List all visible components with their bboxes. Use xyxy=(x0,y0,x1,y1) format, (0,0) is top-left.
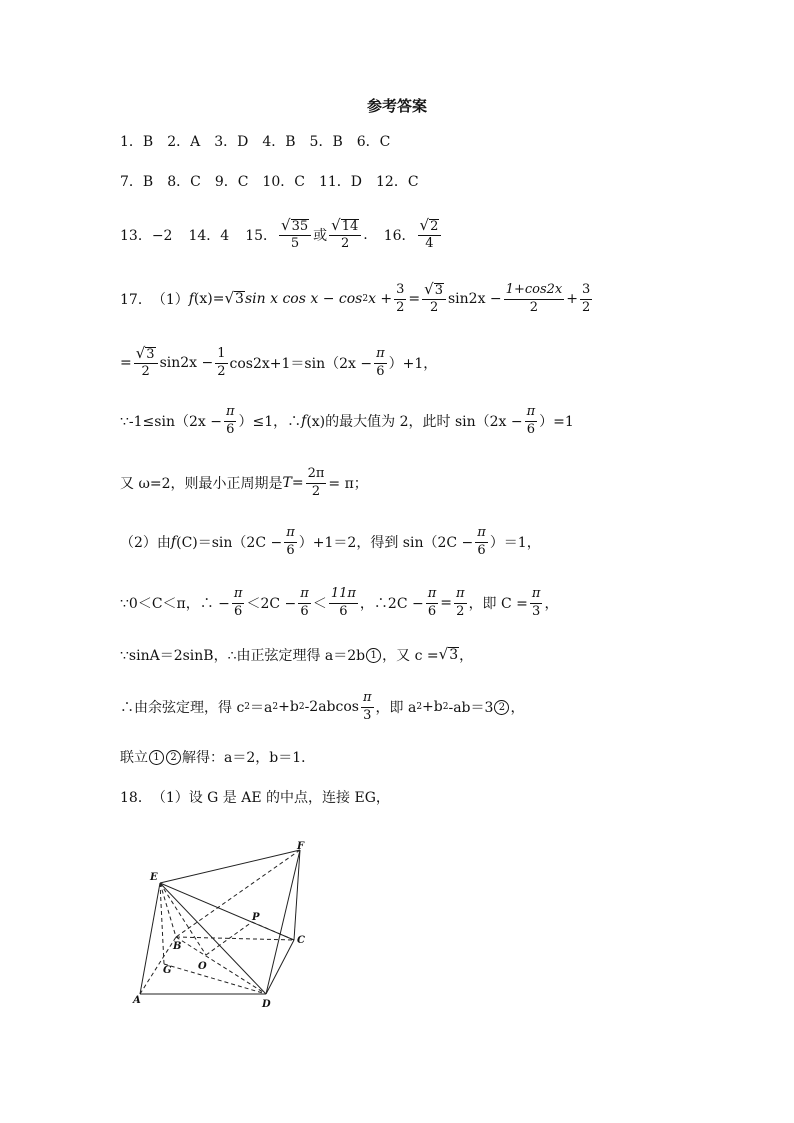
math-fragment: = xyxy=(212,291,225,307)
math-fragment: T xyxy=(282,475,292,491)
math-fragment: （2）由 xyxy=(120,535,171,551)
math-fragment: 2π xyxy=(306,466,327,483)
math-fragment: 2 xyxy=(456,603,465,619)
math-fragment: sin x cos x − cos xyxy=(244,291,363,307)
answer-15-or: 或 xyxy=(313,228,328,244)
math-fragment xyxy=(426,586,439,620)
math-fragment: 6 xyxy=(234,603,243,619)
math-fragment xyxy=(298,586,311,620)
answer-14: 14．4 xyxy=(188,228,230,244)
math-fragment: 2 xyxy=(362,294,369,304)
math-fragment: 又 ω=2，则最小正周期是 xyxy=(120,476,283,492)
math-fragment: ∵-1≤sin（2x − xyxy=(120,414,222,430)
math-fragment: π xyxy=(525,404,538,421)
math-fragment: ，即 a xyxy=(375,700,417,716)
q17-line-5 xyxy=(120,517,541,567)
math-fragment: 4 xyxy=(425,236,434,251)
answer-13: 13．−2 xyxy=(120,228,173,244)
math-fragment: 6 xyxy=(300,603,309,619)
math-fragment: 2 xyxy=(429,300,439,315)
edge-EO xyxy=(160,883,206,955)
math-fragment: √ xyxy=(438,645,449,664)
math-fragment xyxy=(580,282,592,316)
math-fragment: 2 xyxy=(529,299,539,315)
math-fragment: (x)的最大值为 2，此时 sin（2x − xyxy=(306,414,523,430)
math-fragment: √ xyxy=(281,215,291,234)
math-fragment: ∵0＜C＜π，∴ − xyxy=(120,596,230,612)
math-fragment: 2 xyxy=(430,218,439,234)
math-fragment: ，∴2C − xyxy=(359,596,424,612)
math-fragment xyxy=(134,343,158,381)
math-fragment: = xyxy=(440,595,453,611)
math-fragment: 3 xyxy=(580,282,592,299)
math-fragment: 1+cos2x xyxy=(504,282,565,299)
math-fragment: π xyxy=(284,525,297,542)
math-fragment: ，即 C = xyxy=(468,596,528,612)
math-fragment xyxy=(422,279,446,317)
label-E: E xyxy=(150,872,158,883)
math-fragment: + xyxy=(566,291,578,307)
math-fragment xyxy=(279,215,311,236)
math-fragment: 5 xyxy=(290,236,300,251)
math-fragment xyxy=(422,279,446,300)
label-F: F xyxy=(297,841,305,852)
math-fragment: √ xyxy=(331,215,341,234)
math-fragment: 2 xyxy=(311,483,321,499)
answers-row-1: 1．B 2．A 3．D 4．B 5．B 6．C xyxy=(120,134,391,150)
answer-15-frac-b xyxy=(329,215,361,253)
page-title: 参考答案 xyxy=(366,97,427,115)
answers-row-2: 7．B 8．C 9．C 10．C 11．D 12．C xyxy=(120,174,419,190)
math-fragment: (C)＝sin（2C − xyxy=(176,535,283,551)
math-fragment: π xyxy=(530,586,543,603)
math-fragment: 3 xyxy=(394,282,406,299)
math-fragment: 6 xyxy=(376,363,385,379)
math-fragment: 35 xyxy=(291,218,309,234)
math-fragment: √ xyxy=(135,343,146,362)
edge-EA xyxy=(140,883,160,994)
math-fragment: = xyxy=(291,475,304,491)
math-fragment: f xyxy=(188,291,194,307)
math-fragment xyxy=(232,586,245,620)
math-fragment: 联立 xyxy=(120,750,148,766)
math-fragment: 2 xyxy=(396,299,405,315)
edge-GD xyxy=(164,964,266,994)
math-fragment: ＝a xyxy=(250,700,273,716)
math-fragment: 3 xyxy=(235,291,244,308)
answer-16-prefix: 16． xyxy=(383,228,416,244)
math-fragment xyxy=(424,279,444,298)
math-fragment: 6 xyxy=(477,542,486,558)
math-fragment xyxy=(281,215,309,234)
geometry-figure xyxy=(130,840,320,1015)
math-fragment: 14 xyxy=(341,218,359,234)
edge-CD xyxy=(266,940,294,994)
math-fragment: = xyxy=(408,291,421,307)
math-fragment: π xyxy=(232,586,245,603)
math-fragment xyxy=(215,346,227,380)
math-fragment: 3 xyxy=(449,647,459,664)
math-fragment: 1 xyxy=(366,648,381,663)
math-fragment: ∵sinA＝2sinB，∴由正弦定理得 a＝2b xyxy=(120,648,366,664)
label-B: B xyxy=(173,941,182,952)
math-fragment xyxy=(475,525,488,559)
math-fragment xyxy=(418,215,442,236)
math-fragment xyxy=(454,586,467,620)
math-fragment: sin2x − xyxy=(159,355,214,371)
math-fragment: ）+1， xyxy=(388,356,438,372)
label-G: G xyxy=(163,965,172,976)
math-fragment xyxy=(135,343,156,362)
q17-line-6 xyxy=(120,578,558,628)
math-fragment: x + xyxy=(368,291,393,307)
math-fragment xyxy=(504,282,565,316)
q17-line-3 xyxy=(120,396,574,446)
math-fragment xyxy=(361,690,374,724)
math-fragment xyxy=(331,215,359,234)
math-fragment: 2 xyxy=(341,236,350,251)
math-fragment: ∴由余弦定理，得 c xyxy=(120,700,245,716)
math-fragment: ， xyxy=(459,648,474,664)
answer-15-end: . xyxy=(363,227,368,243)
math-fragment: π xyxy=(361,690,374,707)
math-fragment: 3 xyxy=(434,282,443,298)
math-fragment: 6 xyxy=(427,603,437,619)
math-fragment: 1 xyxy=(215,346,227,363)
q17-line-2 xyxy=(120,338,437,388)
q17-line-1 xyxy=(120,274,594,324)
answer-15-prefix: 15． xyxy=(245,228,278,244)
math-fragment: 3 xyxy=(146,346,155,362)
math-fragment: ）=1 xyxy=(539,414,574,430)
math-fragment: = π； xyxy=(328,476,368,492)
math-fragment xyxy=(419,215,440,234)
math-fragment xyxy=(374,346,387,380)
math-fragment: ，又 c = xyxy=(382,648,439,664)
label-P: P xyxy=(252,912,260,923)
math-fragment: 解得：a＝2，b＝1． xyxy=(182,750,316,766)
math-fragment xyxy=(439,646,459,663)
math-fragment: 2 xyxy=(244,702,251,712)
math-fragment: ）＝1， xyxy=(489,535,541,551)
math-fragment: f xyxy=(301,413,307,429)
math-fragment: 1 xyxy=(149,750,164,765)
math-fragment: ， xyxy=(510,700,525,716)
label-A: A xyxy=(133,995,141,1006)
math-fragment: 6 xyxy=(526,421,536,437)
math-fragment: 2 xyxy=(166,750,181,765)
math-fragment xyxy=(306,466,327,500)
math-fragment xyxy=(530,586,543,620)
math-fragment: f xyxy=(170,534,177,550)
math-fragment xyxy=(394,282,406,316)
math-fragment: -ab＝3 xyxy=(448,700,494,716)
label-D: D xyxy=(262,999,271,1010)
math-fragment: +b xyxy=(278,699,299,715)
math-fragment: sin2x − xyxy=(448,291,502,307)
math-fragment xyxy=(525,404,538,438)
label-O: O xyxy=(198,961,207,972)
edge-BC xyxy=(176,937,294,940)
math-fragment: 2 xyxy=(416,702,423,712)
math-fragment: 6 xyxy=(339,603,348,619)
math-fragment: π xyxy=(454,586,467,603)
math-fragment: 2 xyxy=(581,299,591,315)
math-fragment: 3 xyxy=(363,707,372,723)
math-fragment xyxy=(329,586,358,620)
math-fragment: ＜2C − xyxy=(246,596,297,612)
math-fragment: 6 xyxy=(286,542,295,558)
answer-15-frac-a xyxy=(279,215,311,253)
math-fragment: 3 xyxy=(532,603,541,619)
math-fragment: √ xyxy=(224,289,235,308)
edge-EF xyxy=(160,850,300,883)
math-fragment: 2 xyxy=(272,702,279,712)
math-fragment: √ xyxy=(424,279,434,298)
math-fragment: ＜ xyxy=(312,596,327,612)
q18-line: 18． （1）设 G 是 AE 的中点，连接 EG， xyxy=(120,790,390,806)
answer-16-frac xyxy=(418,215,442,253)
math-fragment: π xyxy=(224,404,237,421)
edge-FB xyxy=(176,850,300,937)
math-fragment: ）≤1，∴ xyxy=(238,414,302,430)
math-fragment: 2 xyxy=(442,702,449,712)
edge-ED xyxy=(160,883,266,994)
math-fragment: π xyxy=(426,586,439,603)
q17-line-4 xyxy=(120,458,368,508)
math-fragment xyxy=(224,290,244,307)
answers-row-3 xyxy=(120,210,443,260)
math-fragment: 2 xyxy=(298,702,305,712)
math-fragment: = xyxy=(120,355,132,371)
math-fragment xyxy=(224,404,237,438)
edge-EG xyxy=(160,883,164,964)
math-fragment: 6 xyxy=(226,421,235,437)
math-fragment: -2abcos xyxy=(304,699,359,715)
math-fragment: √ xyxy=(419,215,430,234)
label-C: C xyxy=(297,935,305,946)
math-fragment: π xyxy=(374,346,387,363)
math-fragment xyxy=(284,525,297,559)
q17-line-7 xyxy=(120,630,473,680)
math-fragment: 2 xyxy=(217,363,226,379)
math-fragment: 2 xyxy=(141,364,150,379)
math-fragment: π xyxy=(298,586,311,603)
math-fragment: ， xyxy=(544,596,559,612)
math-fragment xyxy=(329,215,361,236)
math-fragment xyxy=(134,343,158,364)
q17-line-8 xyxy=(120,682,524,732)
math-fragment: ）+1＝2，得到 sin（2C − xyxy=(298,535,474,551)
math-fragment: 17． （1） xyxy=(120,292,189,308)
math-fragment: +b xyxy=(422,699,443,715)
edge-BD xyxy=(176,937,266,994)
math-fragment: 2 xyxy=(494,700,509,715)
math-fragment: 11π xyxy=(329,586,358,603)
math-fragment: π xyxy=(475,525,488,542)
math-fragment: (x) xyxy=(193,291,213,307)
math-fragment: cos2x+1＝sin（2x − xyxy=(229,356,373,372)
